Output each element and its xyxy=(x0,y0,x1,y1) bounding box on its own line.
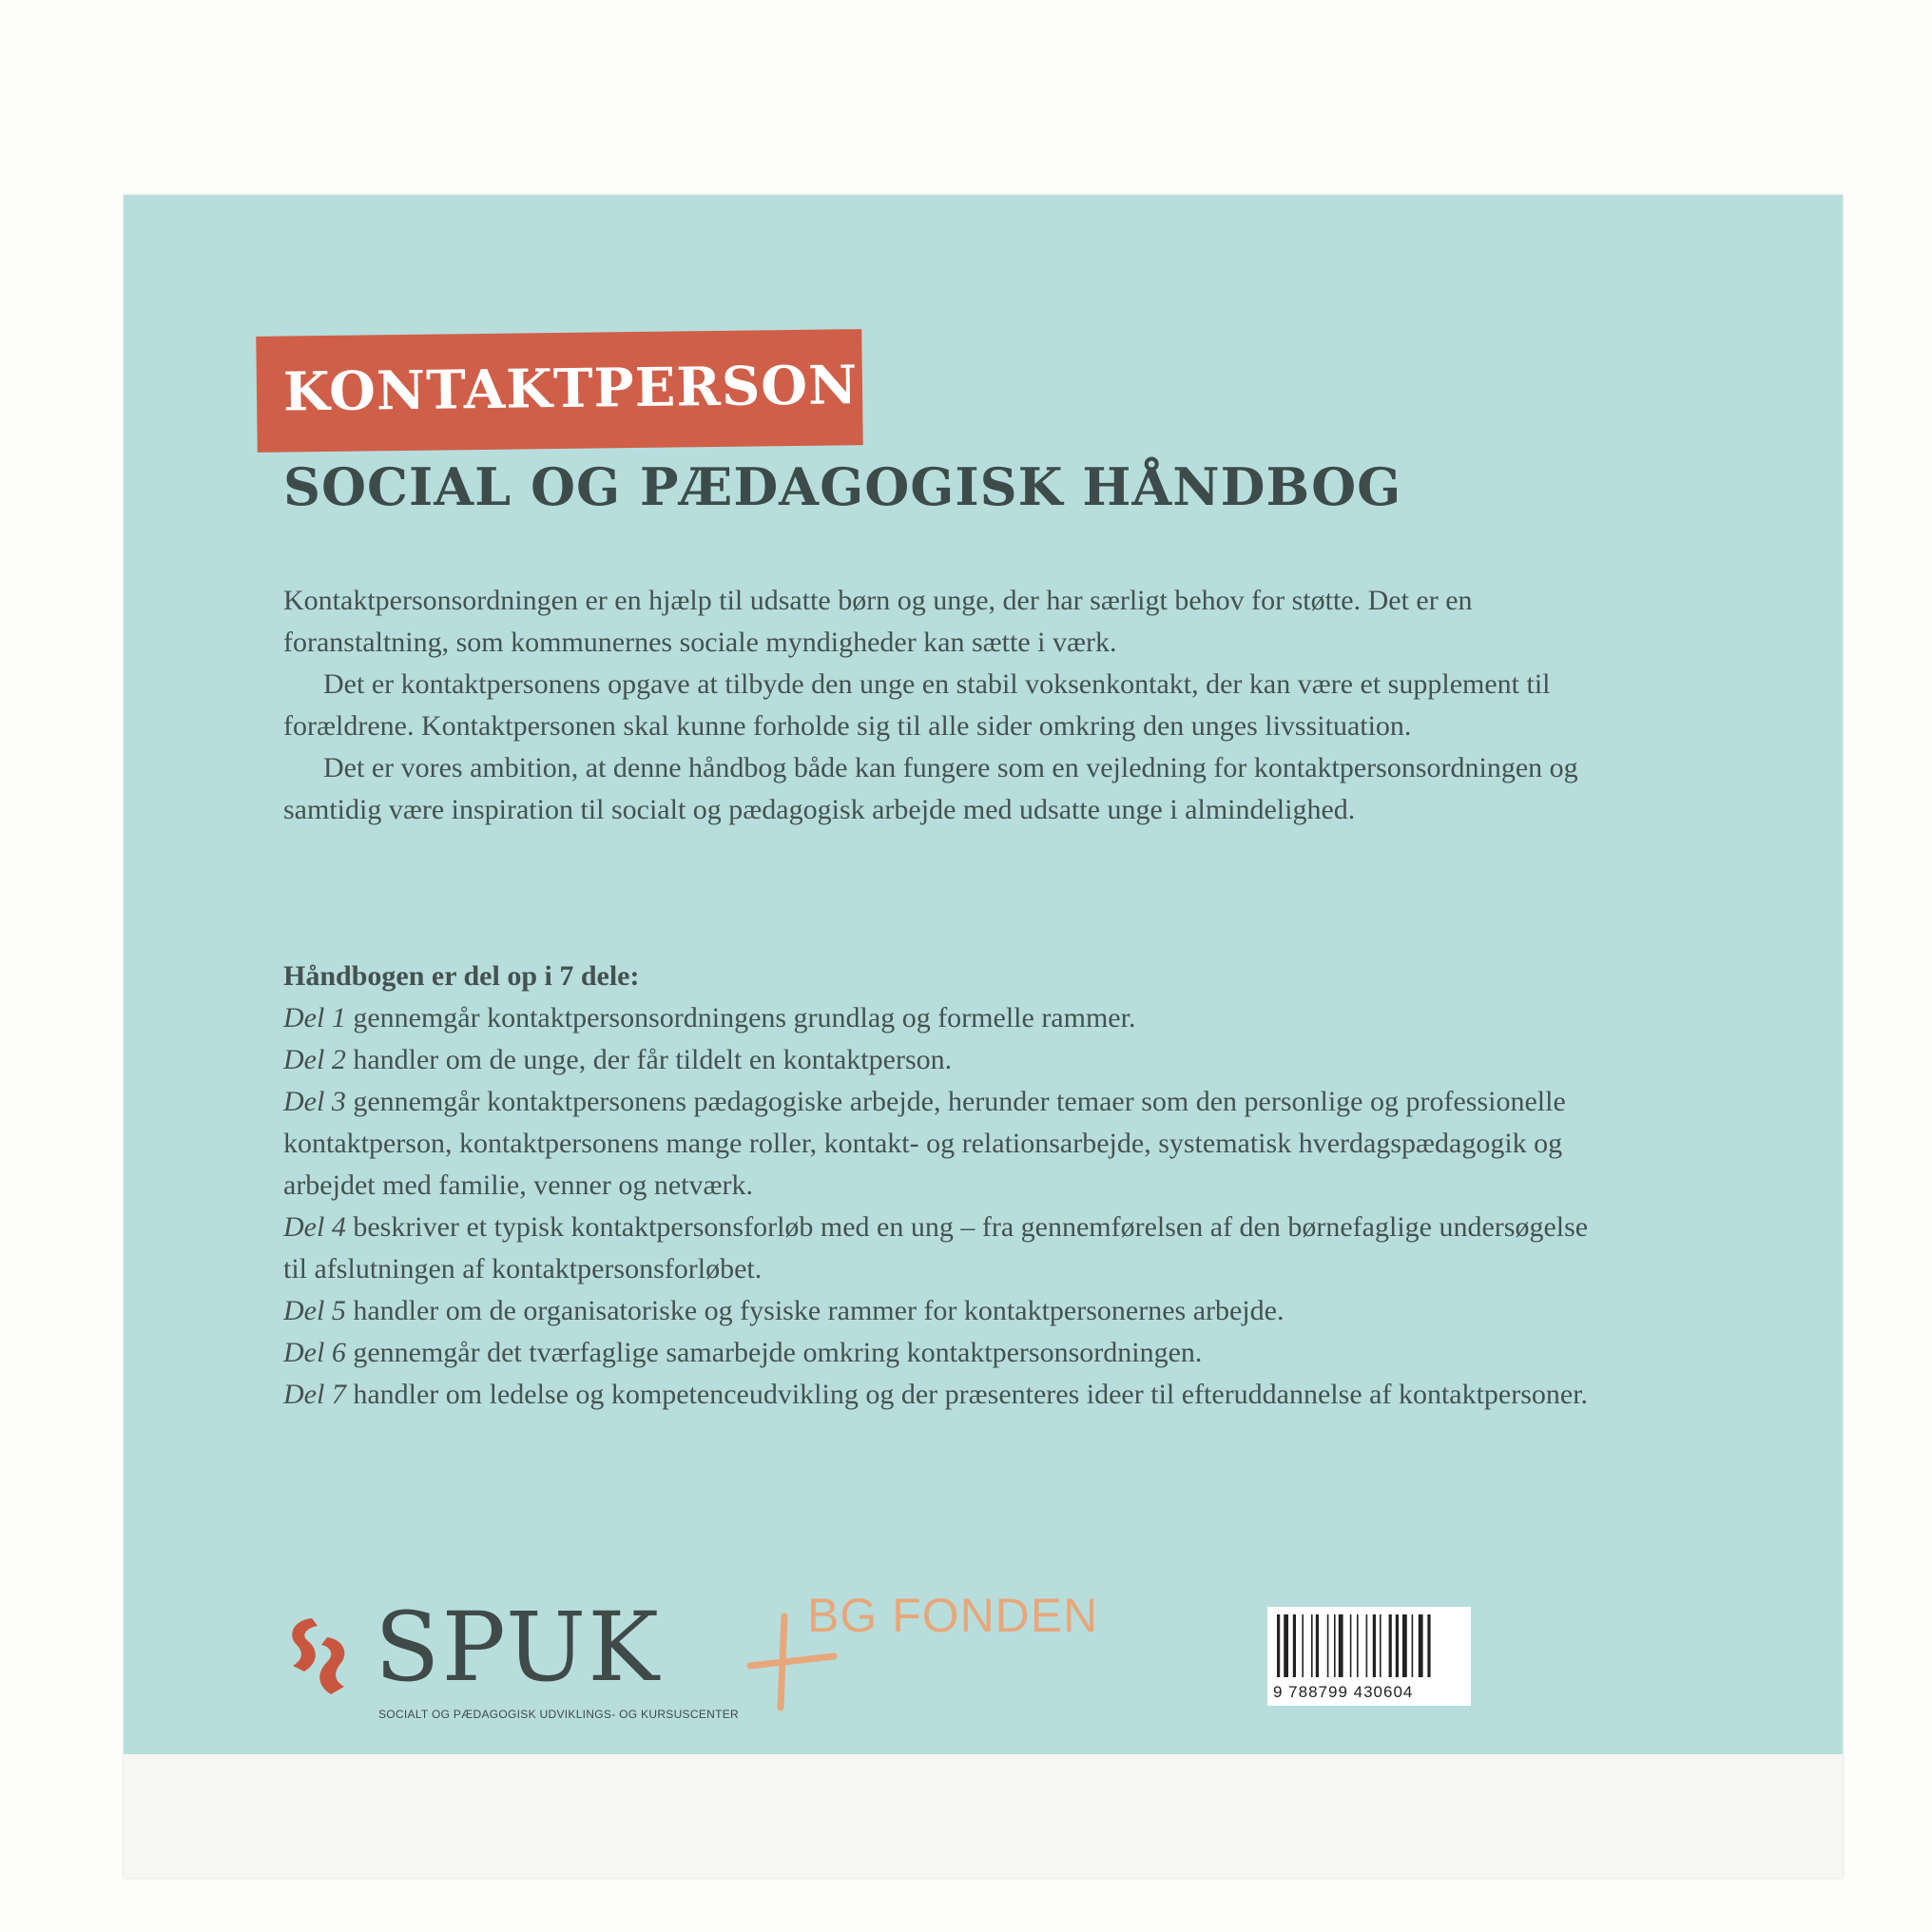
book-title: KONTAKTPERSON xyxy=(282,354,859,424)
parts-list xyxy=(283,956,1614,1416)
part-text: beskriver et typisk kontaktpersonsforløb med en ung – fra gennemførelsen af den børnefaglige undersøgelse til afslutningen af kontaktpersonsforløbet. xyxy=(283,1211,1589,1285)
isbn-barcode xyxy=(1267,1607,1471,1706)
part-text: gennemgår kontaktpersonens pædagogiske arbejde, herunder temaer som den personlige og professionelle kontaktperson, kontaktpersonens mange roller, kontakt- og relationsarbejde, systematisk hverdagspædagogik og arbejdet med familie, venner og netværk. xyxy=(283,1086,1566,1201)
part-text: handler om ledelse og kompetenceudvikling og der præsenteres ideer til efteruddannelse af kontaktpersoner. xyxy=(345,1379,1589,1410)
part-text: gennemgår kontaktpersonsordningens grundlag og formelle rammer. xyxy=(345,1002,1136,1034)
bg-fonden-logo xyxy=(746,1588,1127,1711)
part-text: handler om de unge, der får tildelt en kontaktperson. xyxy=(345,1044,953,1075)
cover-bottom-strip xyxy=(124,1754,1843,1878)
book-subtitle: SOCIAL OG PÆDAGOGISK HÅNDBOG xyxy=(283,456,1402,517)
spuk-mark-icon xyxy=(283,1614,356,1696)
parts-heading: Håndbogen er del op i 7 dele: xyxy=(283,960,640,992)
barcode-number: 9 788799 430604 xyxy=(1273,1683,1414,1701)
barcode-bars xyxy=(1267,1607,1471,1683)
part-item-2 xyxy=(283,1039,1614,1081)
part-label: Del 2 xyxy=(283,1044,346,1075)
bg-fonden-name: BG FONDEN xyxy=(807,1589,1099,1642)
part-label: Del 4 xyxy=(283,1211,346,1243)
part-item-7 xyxy=(283,1374,1614,1416)
part-item-4 xyxy=(283,1207,1614,1290)
spuk-name: SPUK xyxy=(375,1592,662,1703)
spuk-tagline: SOCIALT OG PÆDAGOGISK UDVIKLINGS- OG KURSUSCENTER xyxy=(378,1708,739,1721)
part-item-5 xyxy=(283,1290,1614,1332)
part-label: Del 6 xyxy=(283,1337,346,1368)
part-label: Del 1 xyxy=(283,1002,346,1034)
intro-text xyxy=(283,580,1595,831)
book-back-cover xyxy=(124,195,1843,1878)
part-item-1 xyxy=(283,997,1614,1039)
part-text: handler om de organisatoriske og fysiske rammer for kontaktpersonernes arbejde. xyxy=(345,1295,1285,1326)
part-label: Del 3 xyxy=(283,1086,346,1117)
intro-paragraph-1: Kontaktpersonsordningen er en hjælp til udsatte børn og unge, der har særligt behov for støtte. Det er en foranstaltning, som kommunernes sociale myndigheder kan sætte i værk. xyxy=(283,585,1473,658)
intro-paragraph-2: Det er kontaktpersonens opgave at tilbyde den unge en stabil voksenkontakt, der kan være et supplement til forældrene. Kontaktpersonen skal kunne forholde sig til alle sider omkring den unges livssituation. xyxy=(283,668,1551,742)
part-text: gennemgår det tværfaglige samarbejde omkring kontaktpersonsordningen. xyxy=(345,1337,1203,1368)
part-item-3 xyxy=(283,1081,1614,1207)
title-banner xyxy=(256,329,862,453)
part-label: Del 7 xyxy=(283,1379,346,1410)
part-label: Del 5 xyxy=(283,1295,346,1326)
part-item-6 xyxy=(283,1332,1614,1374)
intro-paragraph-3: Det er vores ambition, at denne håndbog både kan fungere som en vejledning for kontaktpersonsordningen og samtidig være inspiration til socialt og pædagogisk arbejde med udsatte unge i almindelighed. xyxy=(283,752,1578,825)
